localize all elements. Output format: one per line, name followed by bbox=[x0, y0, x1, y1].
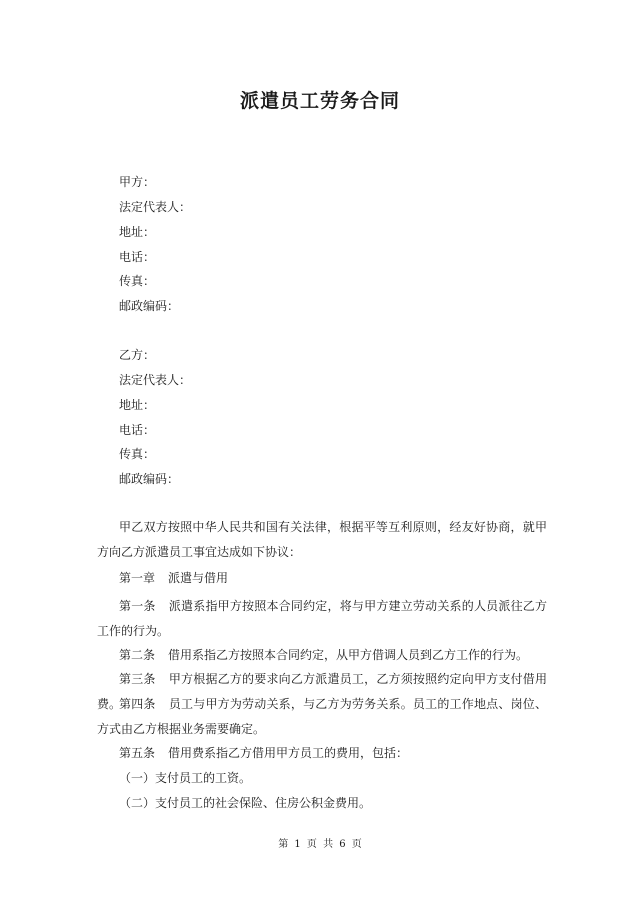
article-number: 第一条 bbox=[119, 599, 156, 613]
article-number: 第五条 bbox=[119, 746, 156, 760]
preamble-paragraph: 甲乙双方按照中华人民共和国有关法律，根据平等互利原则，经友好协商，就甲方向乙方派遣员工事宜达成如下协议： bbox=[97, 520, 547, 559]
list-item-2: （二）支付员工的社会保险、住房公积金费用。 bbox=[119, 796, 372, 810]
article-text: 员工与甲方为劳动关系，与乙方为劳务关系。员工的工作地点、岗位、方式由乙方根据业务需要确定。 bbox=[97, 697, 547, 736]
party-b-phone-label: 电话： bbox=[119, 423, 156, 437]
article-4 bbox=[97, 692, 547, 741]
party-b-postcode-label: 邮政编码： bbox=[119, 472, 180, 486]
page-footer: 第 1 页 共 6 页 bbox=[278, 839, 362, 850]
party-a-address-label: 地址： bbox=[119, 225, 156, 239]
party-a-phone-label: 电话： bbox=[119, 250, 156, 264]
party-a-name-label: 甲方： bbox=[119, 175, 156, 189]
article-text: 甲方根据乙方的要求向乙方派遣员工，乙方须按照约定向甲方支付借用费。 bbox=[97, 672, 547, 711]
chapter-title: 派遣与借用 bbox=[168, 571, 229, 585]
chapter-number: 第一章 bbox=[119, 571, 156, 585]
party-b-name-label: 乙方： bbox=[119, 348, 156, 362]
article-2 bbox=[97, 643, 547, 668]
article-text: 借用系指乙方按照本合同约定，从甲方借调人员到乙方工作的行为。 bbox=[168, 648, 529, 662]
party-b-fax-label: 传真： bbox=[119, 447, 156, 461]
article-number: 第三条 bbox=[119, 672, 156, 686]
article-number: 第二条 bbox=[119, 648, 156, 662]
article-5 bbox=[97, 741, 547, 766]
article-text: 派遣系指甲方按照本合同约定，将与甲方建立劳动关系的人员派往乙方工作的行为。 bbox=[97, 599, 547, 638]
chapter-heading bbox=[119, 570, 228, 586]
party-b-address-label: 地址： bbox=[119, 398, 156, 412]
party-a-fax-label: 传真： bbox=[119, 274, 156, 288]
list-item-1: （一）支付员工的工资。 bbox=[119, 771, 252, 785]
article-text: 借用费系指乙方借用甲方员工的费用，包括： bbox=[168, 746, 409, 760]
party-b-representative-label: 法定代表人： bbox=[119, 373, 192, 387]
article-number: 第四条 bbox=[119, 697, 156, 711]
party-a-representative-label: 法定代表人： bbox=[119, 200, 192, 214]
article-1 bbox=[97, 594, 547, 643]
party-a-postcode-label: 邮政编码： bbox=[119, 299, 180, 313]
document-title: 派遣员工劳务合同 bbox=[239, 90, 400, 112]
